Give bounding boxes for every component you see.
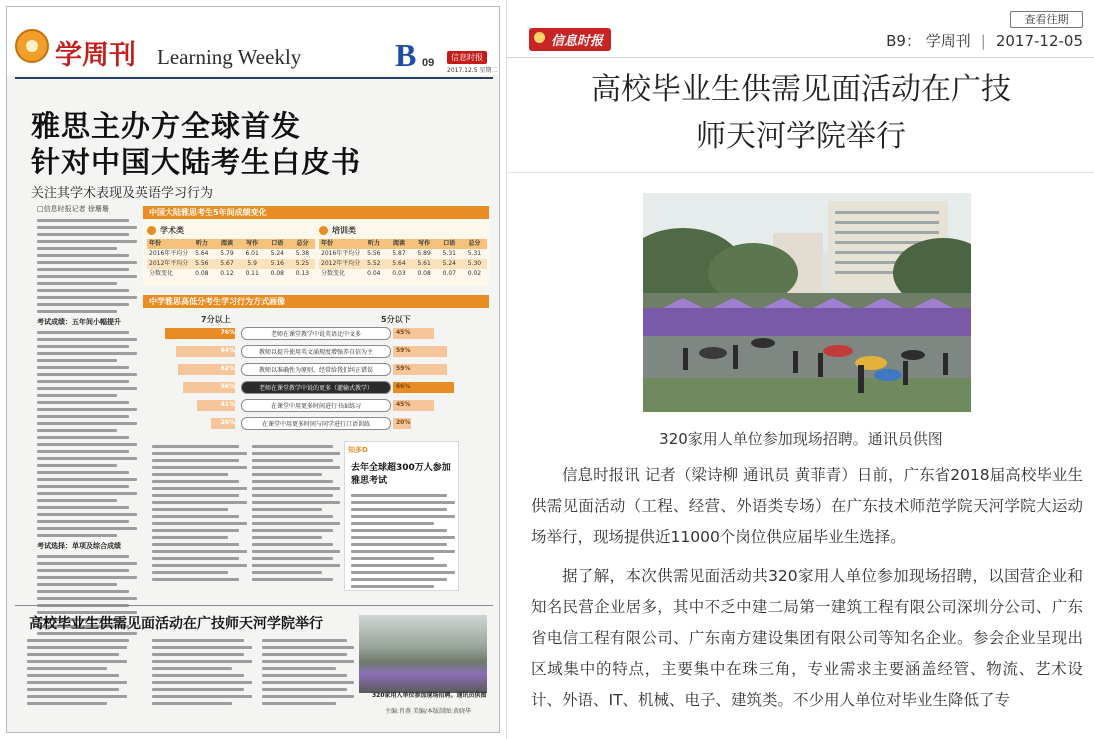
compare-right-value: 59% [396, 347, 411, 354]
table-row: 分数变化 0.08 0.12 0.11 0.08 0.13 [149, 270, 310, 277]
compare-left-value: 56% [220, 383, 235, 390]
score-table-title: 中国大陆雅思考生5年间成绩变化 [143, 206, 489, 219]
compare-row [143, 363, 489, 376]
compare-right-value: 66% [396, 383, 411, 390]
compare-row [143, 345, 489, 358]
bottom-headline: 高校毕业生供需见面活动在广技师天河学院举行 [29, 616, 323, 632]
compare-row-label: 在课堂中用更多时间与同学进行口语训练 [241, 417, 391, 430]
table-row: 2016年平均分 5.56 5.87 5.89 5.31 5.31 [321, 250, 482, 257]
academic-table [147, 225, 315, 279]
table-row: 2012年平均分 5.52 5.64 5.61 5.24 5.30 [319, 259, 487, 269]
sub-headline: 关注其学术表现及英语学习行为 [31, 186, 214, 201]
article-title-line2: 师天河学院举行 [696, 119, 906, 154]
masthead [7, 7, 500, 75]
masthead-date: 2017.12.5 星期二 [447, 67, 498, 74]
academic-dot-icon [147, 226, 156, 235]
header-divider [507, 57, 1094, 58]
compare-right-value: 45% [396, 401, 411, 408]
page-credit: 主编:肖燕 美编/本版制图:黄晓华 [385, 708, 471, 715]
compare-right-value: 59% [396, 365, 411, 372]
general-dot-icon [319, 226, 328, 235]
article-meta [886, 30, 1083, 51]
compare-left-value: 76% [220, 329, 235, 336]
sidebar-tag: 知多D [348, 446, 368, 454]
article-column-3 [252, 445, 340, 585]
compare-row [143, 417, 489, 430]
article-header [507, 0, 1094, 58]
article-photo[interactable] [643, 193, 971, 412]
table-row: 2016年平均分 5.64 5.79 6.01 5.24 5.38 [149, 250, 310, 257]
bottom-photo [359, 615, 487, 693]
table-row: 2012年平均分 5.56 5.67 5.9 5.16 5.25 [147, 259, 315, 269]
article-paragraph: 信息时报讯 记者（梁诗柳 通讯员 黄菲青）日前，广东省2018届高校毕业生供需见面活动（工程、经营、外语类专场）在广东技术师范学院天河学院大运动场举行，现场提供近11000个岗位供应届毕业生选择。 [531, 466, 1083, 546]
article-body [531, 460, 1083, 724]
section-label: B9： 学周刊 [886, 32, 971, 50]
bottom-column-1 [27, 639, 127, 709]
article-panel [506, 0, 1094, 739]
compare-row [143, 327, 489, 340]
article-title-line1: 高校毕业生供需见面活动在广技 [591, 72, 1011, 107]
compare-row [143, 381, 489, 394]
compare-left-value: 64% [220, 347, 235, 354]
compare-right-value: 20% [396, 419, 411, 426]
article-column-1 [37, 219, 137, 653]
table-header-row: 年份 听力 阅读 写作 口语 总分 [147, 239, 315, 249]
table-row: 分数变化 0.04 0.03 0.08 0.07 0.02 [321, 270, 482, 277]
meta-separator: | [980, 32, 986, 50]
photo-caption: 320家用人单位参加现场招聘。通讯员供图 [659, 430, 943, 448]
score-change-table [143, 206, 489, 286]
section-letter: B [395, 37, 417, 73]
compare-row [143, 399, 489, 412]
bottom-column-3 [262, 639, 354, 709]
general-label: 培训类 [332, 226, 356, 235]
compare-row-label: 教师以提升使用英文涌现度增强养自信为主 [241, 345, 391, 358]
compare-right-label: 5分以下 [381, 315, 411, 324]
sidebar-box [344, 441, 459, 591]
compare-left-value: 26% [220, 419, 235, 426]
byline: □信息时报记者 徐珊珊 [37, 205, 109, 213]
masthead-title: 学周刊 [55, 40, 136, 71]
newspaper-page-image[interactable] [6, 6, 500, 733]
sidebar-headline: 去年全球超300万人参加雅思考试 [351, 463, 451, 486]
article-paragraph: 据了解，本次供需见面活动共320家用人单位参加现场招聘，以国营企业和知名民营企业居多，其中不乏中建二局第一建筑工程有限公司深圳分公司、广东省电信工程有限公司、广东南方建设集团有限公司等知名企业。参会企业呈现出区域集中的特点，主要集中在珠三角，专业需求主要涵盖经管、物流、艺术设计、外语、IT、机械、电子、建筑类。不少用人单位对毕业生降低了专 [531, 567, 1083, 709]
compare-row-label: 教师以准确性为原则，经常给我们纠正错误 [241, 363, 391, 376]
behavior-compare-chart [143, 295, 489, 440]
masthead-brand: 信息时报 [447, 51, 487, 64]
masthead-divider [15, 77, 493, 79]
main-headline-line2: 针对中国大陆考生白皮书 [31, 145, 362, 179]
compare-row-label: 在课堂中用更多时间进行书面练习 [241, 399, 391, 412]
lion-mascot-icon [15, 29, 49, 63]
main-headline-line1: 雅思主办方全球首发 [31, 109, 302, 143]
column-subhead: 考试成绩：五年间小幅提升 [37, 318, 121, 326]
column-subhead: 考试选择：单项及综合成绩 [37, 542, 121, 550]
compare-left-value: 41% [220, 401, 235, 408]
bottom-photo-caption: 320家用人单位参加现场招聘。通讯员供图 [372, 692, 487, 699]
compare-left-value: 62% [220, 365, 235, 372]
compare-left-label: 7分以上 [201, 315, 231, 324]
general-table [319, 225, 487, 279]
history-issues-button[interactable]: 查看往期 [1010, 11, 1083, 28]
page-number: 09 [422, 57, 435, 69]
publish-date: 2017-12-05 [995, 32, 1083, 50]
compare-row-label: 老师在课堂教学中说的更多（灌输式教学） [241, 381, 391, 394]
compare-row-label: 老师在课堂教学中说英语比中文多 [241, 327, 391, 340]
table-header-row: 年份 听力 阅读 写作 口语 总分 [319, 239, 487, 249]
brand-logo: 信息时报 [529, 28, 611, 51]
bottom-divider [15, 605, 493, 606]
title-divider [507, 172, 1094, 173]
academic-label: 学术类 [160, 226, 184, 235]
masthead-subtitle: Learning Weekly [157, 45, 302, 69]
compare-title: 中学雅思高低分考生学习行为方式画像 [143, 295, 489, 308]
compare-right-value: 45% [396, 329, 411, 336]
bottom-column-2 [152, 639, 252, 709]
article-column-2 [152, 445, 247, 585]
